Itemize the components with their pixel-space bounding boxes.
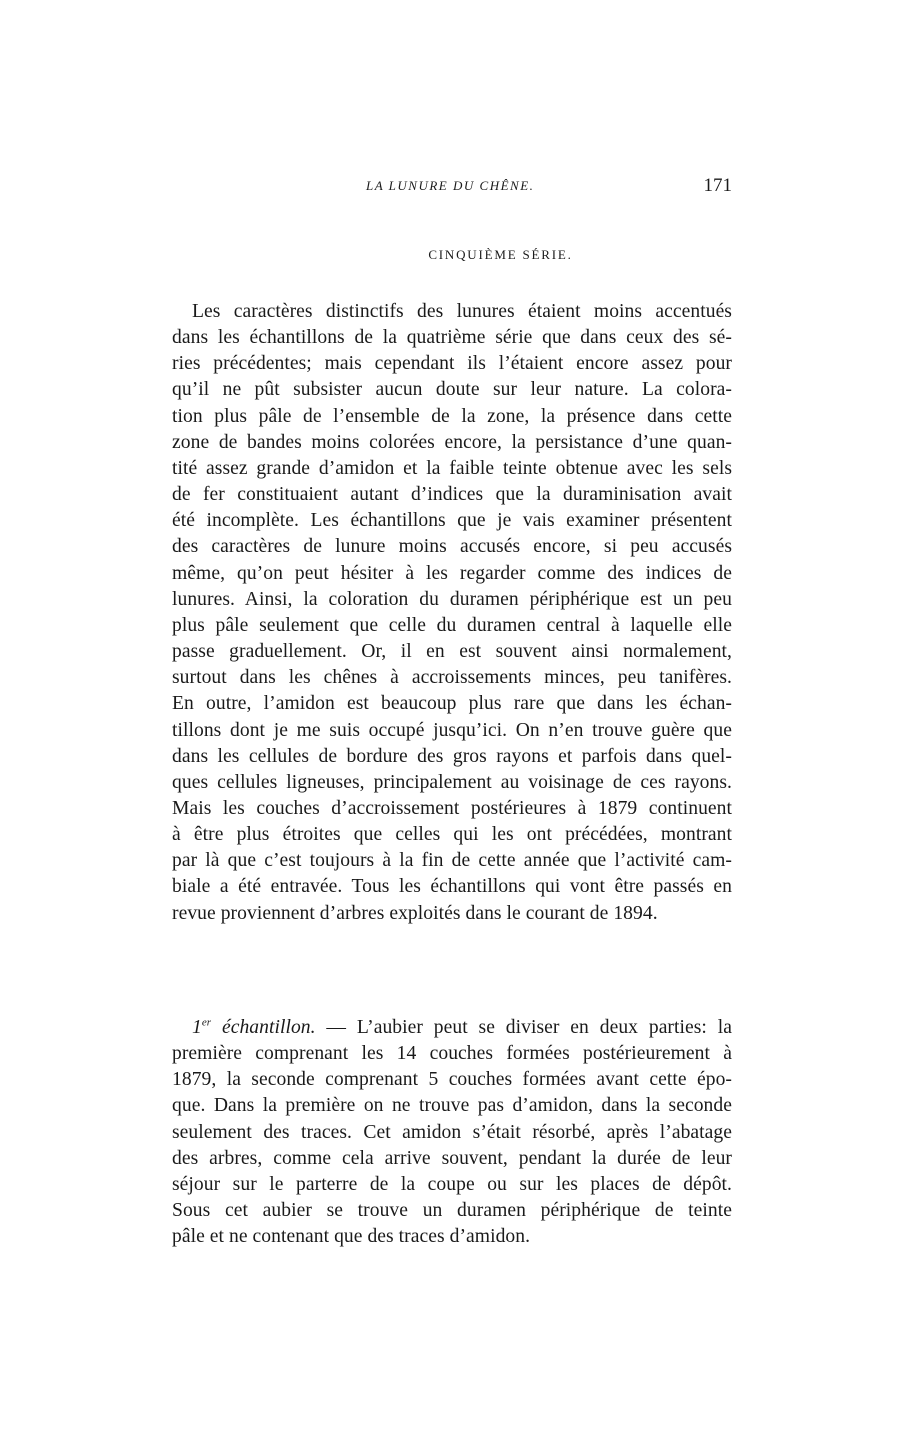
page-number: 171 [703,175,732,196]
paragraph-line: de fer constituaient autant d’indices que la duraminisation avait [172,484,732,506]
sample-label-sup: er [201,1016,212,1029]
paragraph-line: été incomplète. Les échantillons que je vais examiner présentent [172,510,732,532]
paragraph-line: lunures. Ainsi, la coloration du duramen périphérique est un peu [172,588,732,610]
paragraph-line: des caractères de lunure moins accusés encore, si peu accusés [172,536,732,558]
paragraph-line: seulement des traces. Cet amidon s’était résorbé, après l’abatage [172,1121,732,1143]
paragraph-line: tité assez grande d’amidon et la faible teinte obtenue avec les sels [172,457,732,479]
paragraph-line: plus pâle seulement que celle du duramen central à laquelle elle [172,614,732,636]
paragraph-line: Mais les couches d’accroissement postérieures à 1879 continuent [172,797,732,819]
paragraph-line: que. Dans la première on ne trouve pas d’amidon, dans la seconde [172,1095,732,1117]
paragraph-line: surtout dans les chênes à accroissements minces, peu tanifères. [172,667,732,689]
paragraph-line: dans les échantillons de la quatrième série que dans ceux des sé- [172,327,732,349]
paragraph-line: séjour sur le parterre de la coupe ou sur les places de dépôt. [172,1173,732,1195]
paragraph-line: Les caractères distinctifs des lunures étaient moins accentués [192,301,732,322]
sample-first-line: — L’aubier peut se diviser en deux parties: la [315,1017,732,1038]
paragraph-line: même, qu’on peut hésiter à les regarder comme des indices de [172,562,732,584]
sample-label-number: 1 [192,1017,202,1038]
paragraph-line: des arbres, comme cela arrive souvent, pendant la durée de leur [172,1147,732,1169]
paragraph-line: par là que c’est toujours à la fin de cette année que l’activité cam- [172,850,732,872]
paragraph-line: à être plus étroites que celles qui les ont précédées, montrant [172,824,732,846]
paragraph-line: tion plus pâle de l’ensemble de la zone, la présence dans cette [172,405,732,427]
paragraph-line: tillons dont je me suis occupé jusqu’ici. On n’en trouve guère que [172,719,732,741]
paragraph-line: biale a été entravée. Tous les échantillons qui vont être passés en [172,876,732,898]
paragraph-line: pâle et ne contenant que des traces d’amidon. [172,1226,531,1248]
sample-label [192,1017,316,1038]
running-title: LA LUNURE DU CHÊNE. [366,178,535,193]
section-title-text: CINQUIÈME SÉRIE. [428,247,573,262]
paragraph-line: première comprenant les 14 couches formées postérieurement à [172,1043,732,1065]
paragraph-line: En outre, l’amidon est beaucoup plus rare que dans les échan- [172,693,732,715]
paragraph-line: passe graduellement. Or, il en est souvent ainsi normalement, [172,641,732,663]
paragraph-intro [172,299,732,927]
paragraph-line: revue proviennent d’arbres exploités dans le courant de 1894. [172,902,658,924]
paragraph-line: ques cellules ligneuses, principalement au voisinage de ces rayons. [172,771,732,793]
paragraph-line: zone de bandes moins colorées encore, la persistance d’une quan- [172,431,732,453]
section-title [0,247,915,263]
paragraph-line: 1879, la seconde comprenant 5 couches formées avant cette épo- [172,1069,732,1091]
paragraph-line: dans les cellules de bordure des gros rayons et parfois dans quel- [172,745,732,767]
paragraph-line: qu’il ne pût subsister aucun doute sur leur nature. La colora- [172,379,732,401]
running-head [172,175,732,202]
paragraph-line: ries précédentes; mais cependant ils l’étaient encore assez pour [172,353,732,375]
paragraph-line [172,1015,732,1041]
paragraph-sample-1 [172,1015,732,1250]
paragraph-line: Sous cet aubier se trouve un duramen périphérique de teinte [172,1200,732,1222]
sample-label-word: échantillon. [221,1017,316,1038]
